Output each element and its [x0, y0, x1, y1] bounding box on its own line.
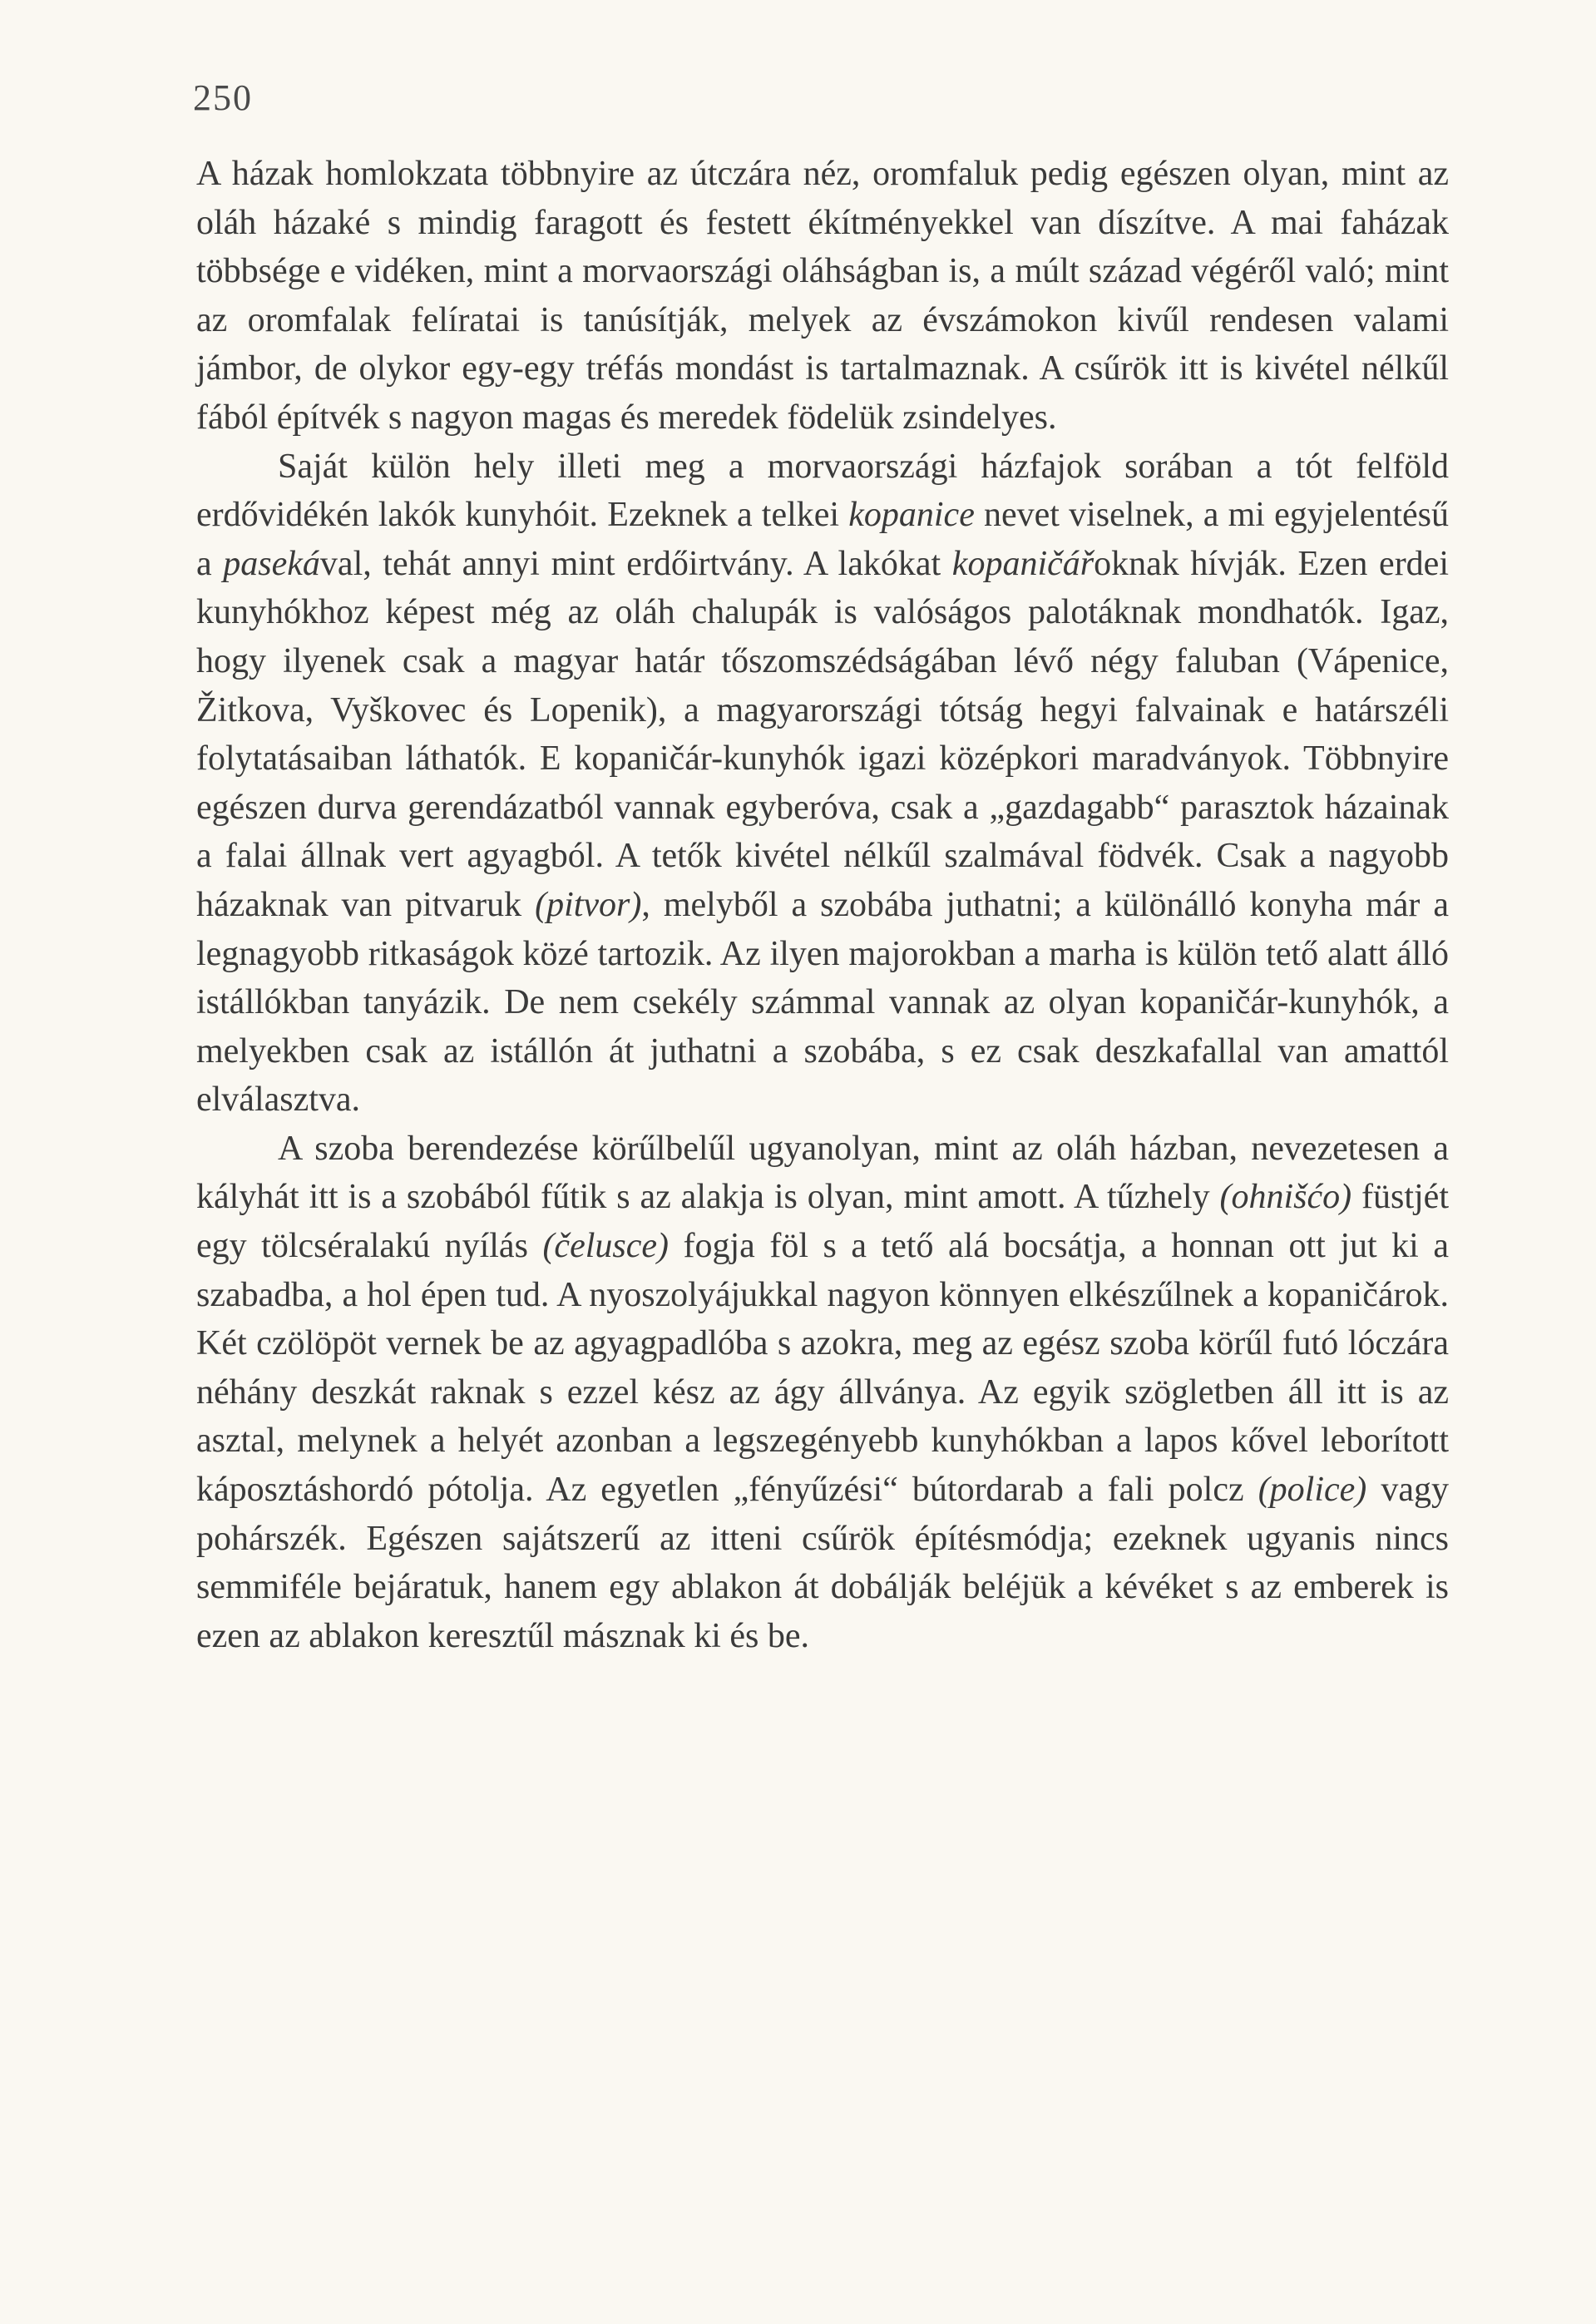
text-run: nevet viselnek, a mi egyjelentésű a — [196, 496, 1449, 583]
text-run: vagy pohárszék. Egészen sajátszerű az itteni csűrök építésmódja; ezeknek ugyanis nincs semmiféle bejáratuk, hanem egy ablakon át dobálják beléjük a kévéket s az emberek is ezen az ablakon keresztűl másznak ki és be. — [196, 1471, 1449, 1655]
italic-term: (ohnišćo) — [1219, 1178, 1352, 1217]
page-number: 250 — [193, 77, 253, 118]
paragraph — [196, 443, 1449, 1125]
text-run: , melyből a szobába juthatni; a különálló konyha már a legnagyobb ritkaságok közé tartozik. Az ilyen majorokban a marha is külön tető alatt álló istállókban tanyázik. De nem csekély számmal vannak az olyan kopaničár-kunyhók, a melyekben csak az istállón át juthatni a szobába, s ez csak deszkafallal van amattól elválasztva. — [196, 885, 1449, 1120]
text-run: A szoba berendezése körűlbelűl ugyanolyan, mint az oláh házban, nevezetesen a kályhát itt is a szobából fűtik s az alakja is olyan, mint amott. A tűzhely — [196, 1129, 1449, 1217]
text-run: Saját külön hely illeti meg a morvaországi házfajok sorában a tót felföld erdővidékén lakók kunyhóit. Ezeknek a telkei — [196, 447, 1449, 535]
italic-term: (pitvor) — [535, 885, 642, 924]
text-run: val, tehát annyi mint erdőirtvány. A lakókat — [319, 544, 952, 583]
text-run: oknak hívják. Ezen erdei kunyhókhoz képest még az oláh chalupák is valóságos palotáknak mondhatók. Igaz, hogy ilyenek csak a magyar határ tőszomszédságában lévő négy faluban (Vápenice, Žitkova, Vyškovec és Lopenik), a magyarországi tótság hegyi falvainak e határszéli folytatásaiban láthatók. E kopaničár-kunyhók igazi középkori maradványok. Többnyire egészen durva gerendázatból vannak egyberóva, csak a „gazdagabb“ parasztok házainak a falai állnak vert agyagból. A tetők kivétel nélkűl szalmával födvék. Csak a nagyobb házaknak van pitvaruk — [196, 544, 1449, 924]
italic-term: paseká — [223, 544, 320, 583]
italic-term: kopanice — [848, 496, 975, 535]
text-run: A házak homlokzata többnyire az útczára néz, oromfaluk pedig egészen olyan, mint az oláh házaké s mindig faragott és festett ékítményekkel van díszítve. A mai faházak többsége e vidéken, mint a morvaországi oláhságban is, a múlt század végéről való; mint az oromfalak felíratai is tanúsítják, melyek az évszámokon kivűl rendesen valami jámbor, de olykor egy-egy tréfás mondást is tartalmaznak. A csűrök itt is kivétel nélkűl fából építvék s nagyon magas és meredek födelük zsindelyes. — [196, 155, 1449, 437]
italic-term: kopaničář — [951, 544, 1094, 583]
paragraph — [196, 1125, 1449, 1661]
paragraph — [196, 150, 1449, 443]
italic-term: (čeluscе) — [542, 1227, 669, 1266]
text-run: füstjét egy tölcséralakú nyílás — [196, 1178, 1449, 1266]
italic-term: (police) — [1258, 1471, 1367, 1510]
text-run: fogja föl s a tető alá bocsátja, a honnan ott jut ki a szabadba, a hol épen tud. A nyoszolyájukkal nagyon könnyen elkészűlnek a kopaničárok. Két czölöpöt vernek be az agyagpadlóba s azokra, meg az egész szoba körűl futó lóczára néhány deszkát raknak s ezzel kész az ágy állványa. Az egyik szögletben áll itt is az asztal, melynek a helyét azonban a legszegényebb kunyhókban a lapos kővel leborított káposztáshordó pótolja. Az egyetlen „fényűzési“ bútordarab a fali polcz — [196, 1227, 1450, 1510]
body-text — [196, 150, 1449, 1660]
